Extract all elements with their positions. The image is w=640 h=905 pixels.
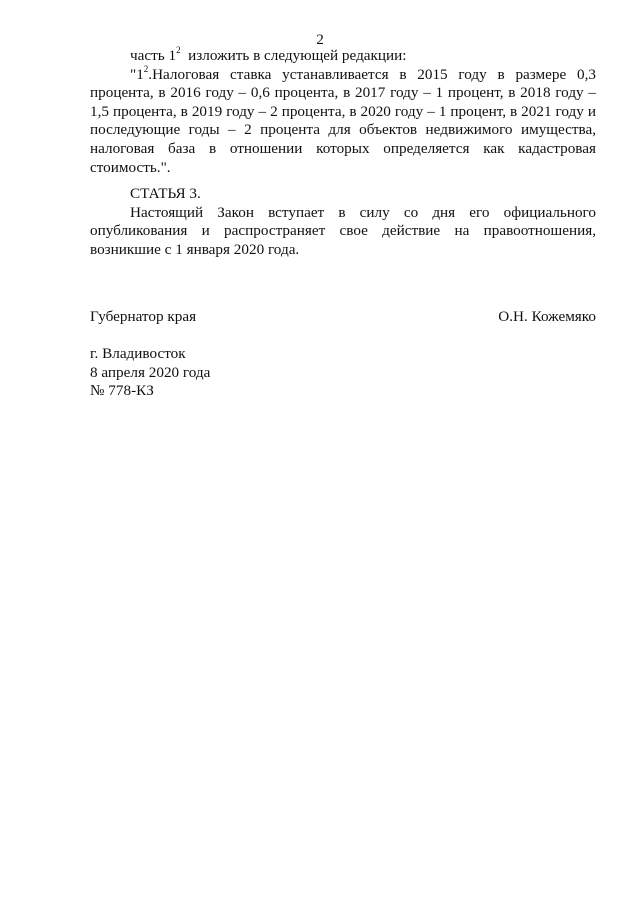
page-number: 2 xyxy=(316,31,324,48)
document-footer xyxy=(90,345,210,401)
article-3-section xyxy=(90,185,596,259)
signatory-position: Губернатор края xyxy=(90,308,197,325)
amendment-intro-post: изложить в следующей редакции: xyxy=(180,47,407,64)
amendment-quote xyxy=(90,63,596,178)
amendment-quote-text: .Налоговая ставка устанавливается в 2015 году в размере 0,3 процента, в 2016 году – 0,6 процента, в 2017 году – 1 процент, в 2018 году – 1,5 процента, в 2019 году – 2 процента, в 2020 году – 1 процент, в 2021 году и последующие годы – 2 процента для объектов недвижимого имущества, налоговая база в отношении которых определяется как кадастровая стоимость.". xyxy=(90,65,596,176)
signature-row xyxy=(90,308,596,327)
footer-date: 8 апреля 2020 года xyxy=(90,363,211,381)
amendment-section xyxy=(90,44,596,177)
article-3-heading: СТАТЬЯ 3. xyxy=(130,185,201,202)
amendment-quote-superscript: 2 xyxy=(143,63,149,74)
article-3-body: Настоящий Закон вступает в силу со дня его официального опубликования и распространяет свое действие на правоотношения, возникшие с 1 января 2020 года. xyxy=(90,203,596,258)
amendment-intro-superscript: 2 xyxy=(176,44,181,55)
amendment-intro-pre: часть 1 xyxy=(130,47,177,64)
amendment-quote-pre: "1 xyxy=(130,65,144,83)
footer-law-number: № 778-КЗ xyxy=(90,382,154,400)
footer-city: г. Владивосток xyxy=(90,345,186,362)
amendment-intro xyxy=(90,44,596,66)
signatory-name: О.Н. Кожемяко xyxy=(498,308,596,325)
